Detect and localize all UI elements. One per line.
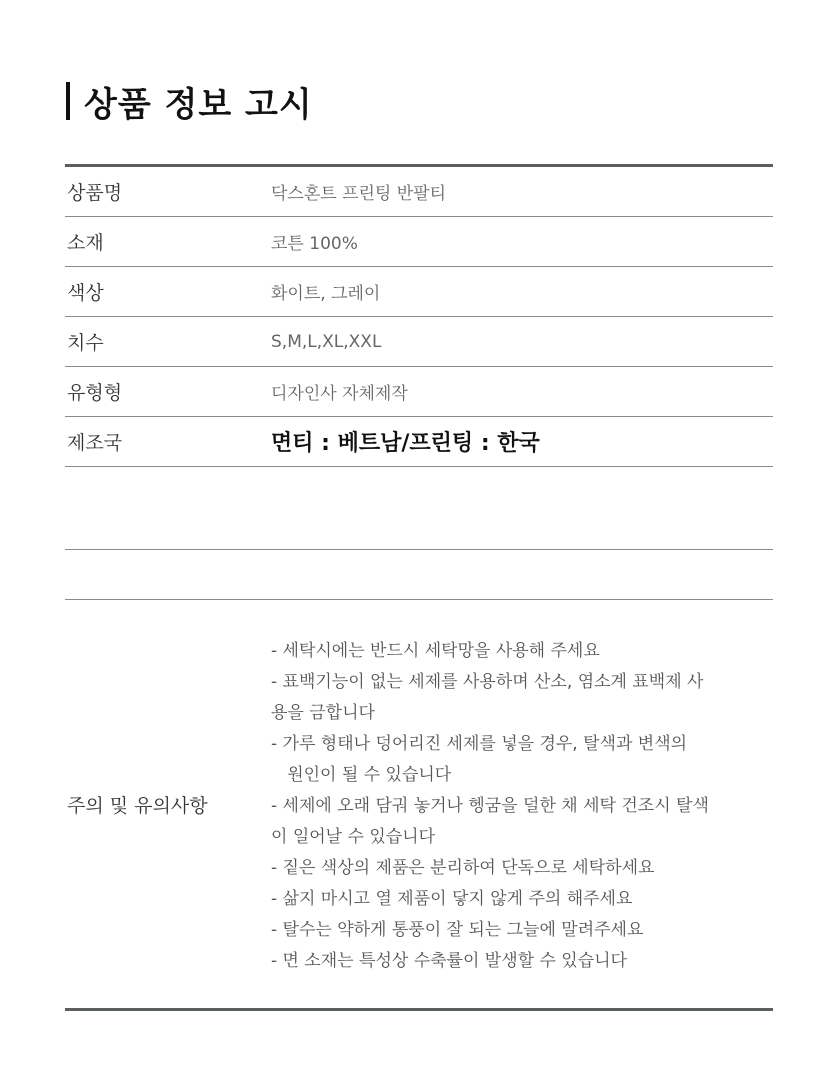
row-value: 코튼 100% [271, 234, 358, 254]
list-item: - 가루 형태나 덩어리진 세제를 넣을 경우, 탈색과 변색의 [271, 733, 688, 754]
list-item: - 삶지 마시고 열 제품이 닿지 않게 주의 해주세요 [271, 888, 633, 909]
row-type [65, 367, 773, 417]
row-material [65, 217, 773, 267]
row-care-instructions [65, 600, 773, 1008]
row-empty [65, 550, 773, 600]
product-info-table [65, 164, 773, 1011]
row-label: 유형형 [67, 382, 123, 404]
row-color [65, 267, 773, 317]
row-value: 디자인사 자체제작 [271, 384, 408, 404]
row-label: 제조국 [67, 432, 123, 454]
list-item: 용을 금합니다 [271, 702, 375, 723]
row-label: 치수 [67, 332, 104, 354]
row-size [65, 317, 773, 367]
list-item: - 면 소재는 특성상 수축률이 발생할 수 있습니다 [271, 950, 627, 971]
row-value: 닥스혼트 프린팅 반팔티 [271, 184, 447, 204]
row-value: S,M,L,XL,XXL [271, 331, 382, 352]
row-label: 주의 및 유의사항 [67, 794, 208, 817]
row-product-name [65, 167, 773, 217]
list-item: 이 일어날 수 있습니다 [271, 826, 436, 847]
list-item: - 짙은 색상의 제품은 분리하여 단독으로 세탁하세요 [271, 857, 655, 878]
section-header [66, 80, 313, 125]
page-title: 상품 정보 고시 [84, 84, 313, 125]
row-label: 색상 [67, 282, 104, 304]
row-label: 상품명 [67, 182, 123, 204]
list-item: - 세제에 오래 담궈 놓거나 헹굼을 덜한 채 세탁 건조시 탈색 [271, 795, 709, 816]
list-item: 원인이 될 수 있습니다 [271, 764, 452, 785]
list-item: - 세탁시에는 반드시 세탁망을 사용해 주세요 [271, 640, 600, 661]
row-value: 면티 : 베트남/프린팅 : 한국 [271, 431, 540, 456]
row-empty [65, 467, 773, 550]
list-item: - 탈수는 약하게 통풍이 잘 되는 그늘에 말려주세요 [271, 919, 644, 940]
row-country-of-origin [65, 417, 773, 467]
care-notes-list [271, 632, 773, 977]
list-item: - 표백기능이 없는 세제를 사용하며 산소, 염소계 표백제 사 [271, 671, 704, 692]
row-value: 화이트, 그레이 [271, 284, 381, 304]
row-label: 소재 [67, 232, 104, 254]
title-accent-bar [66, 82, 70, 120]
